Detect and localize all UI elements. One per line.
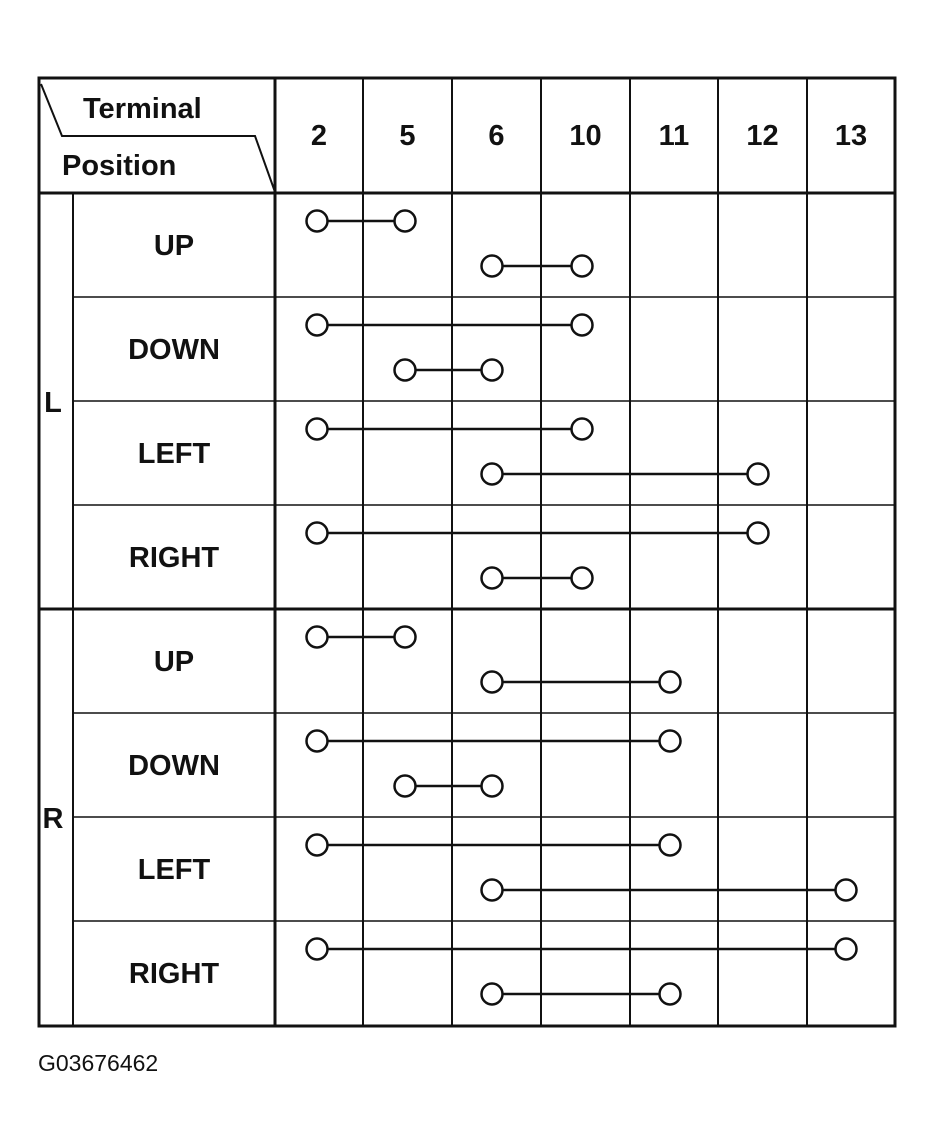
terminal-dot [482, 672, 503, 693]
position-label: UP [153, 230, 195, 262]
terminal-dot [307, 627, 328, 648]
side-label: L [44, 387, 62, 419]
terminal-dot [482, 568, 503, 589]
terminal-number: 12 [746, 120, 779, 152]
terminal-dot [660, 984, 681, 1005]
terminal-dot [836, 939, 857, 960]
terminal-number: 6 [488, 120, 505, 152]
terminal-dot [482, 776, 503, 797]
position-label: LEFT [137, 854, 211, 886]
position-label: RIGHT [128, 958, 220, 990]
terminal-dot [482, 984, 503, 1005]
terminal-number: 5 [399, 120, 416, 152]
terminal-dot [307, 315, 328, 336]
terminal-dot [660, 672, 681, 693]
terminal-dot [307, 939, 328, 960]
terminal-dot [748, 523, 769, 544]
terminal-number: 13 [834, 120, 868, 152]
terminal-dot [395, 360, 416, 381]
terminal-dot [572, 419, 593, 440]
terminal-dot [395, 776, 416, 797]
terminal-dot [395, 627, 416, 648]
terminal-dot [395, 211, 416, 232]
position-label: DOWN [128, 750, 220, 782]
terminal-number: 10 [569, 120, 602, 152]
terminal-dot [572, 568, 593, 589]
terminal-dot [836, 880, 857, 901]
side-label: R [42, 803, 64, 835]
terminal-dot [307, 835, 328, 856]
terminal-dot [307, 731, 328, 752]
position-label: LEFT [137, 438, 211, 470]
terminal-dot [572, 315, 593, 336]
terminal-dot [482, 880, 503, 901]
side-labels [43, 387, 64, 835]
position-label: UP [153, 646, 195, 678]
terminal-header-label: Terminal [83, 93, 202, 125]
terminal-dot [482, 256, 503, 277]
terminal-dot [482, 360, 503, 381]
terminal-dot [572, 256, 593, 277]
position-header-label: Position [62, 150, 177, 182]
position-label: RIGHT [128, 542, 220, 574]
terminal-dot [660, 731, 681, 752]
terminal-dot [307, 523, 328, 544]
terminal-dot [307, 419, 328, 440]
figure-code: G03676462 [38, 1050, 159, 1076]
table-header [62, 93, 202, 182]
terminal-number: 11 [658, 120, 690, 152]
terminal-dot [307, 211, 328, 232]
position-label: DOWN [128, 334, 220, 366]
terminal-dot [748, 464, 769, 485]
terminal-dot [482, 464, 503, 485]
terminal-number: 2 [310, 120, 328, 152]
terminal-dot [660, 835, 681, 856]
terminal-number-row [311, 120, 867, 152]
